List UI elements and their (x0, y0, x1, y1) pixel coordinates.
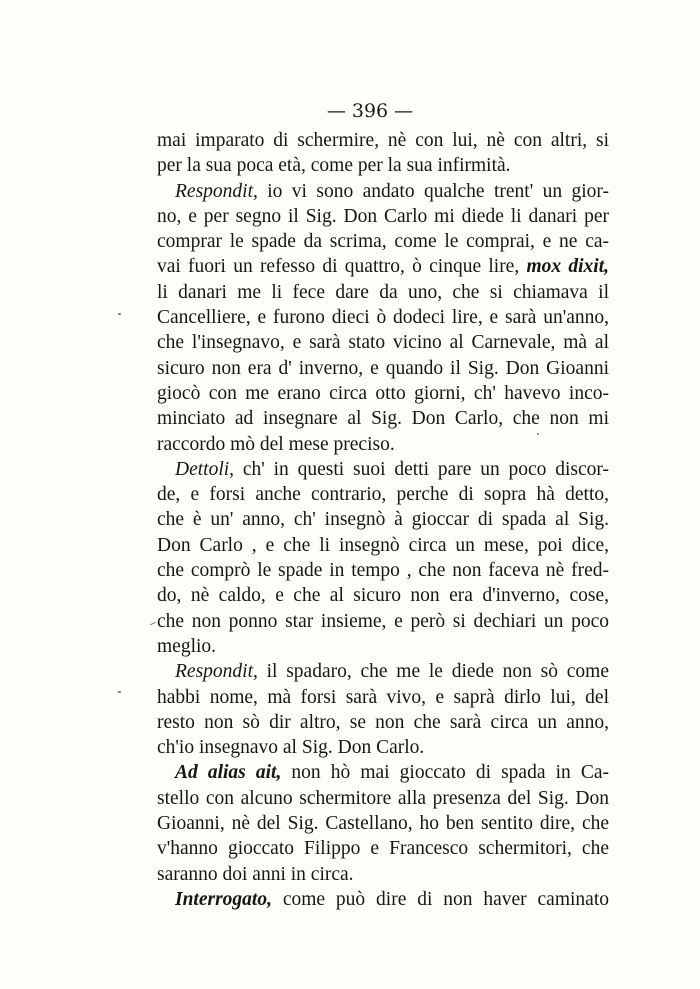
text-line (157, 710, 609, 735)
text-line (157, 685, 609, 710)
text-segment: per la sua poca età, come per la sua infirmità. (157, 155, 511, 177)
print-speck (150, 622, 156, 625)
text-segment: minciato ad insegnare al Sig. Don Carlo, che non mi (157, 408, 609, 430)
text-line (157, 836, 609, 861)
page-number: — 396 — (326, 100, 414, 122)
text-segment: raccordo mò del mese preciso. (157, 433, 395, 455)
text-line (157, 609, 609, 634)
text-line (157, 406, 609, 431)
text-line (157, 254, 609, 279)
text-line (157, 330, 609, 355)
text-segment: Gioanni, nè del Sig. Castellano, ho ben sentito dire, che (157, 813, 609, 835)
text-line (157, 482, 609, 507)
text-segment: v'hanno gioccato Filippo e Francesco schermitori, che (157, 838, 609, 860)
text-segment: che comprò le spade in tempo , che non faceva nè fred- (157, 560, 609, 582)
text-segment: stello con alcuno schermitore alla presenza del Sig. Don (157, 787, 609, 809)
text-segment: habbi nome, mà forsi sarà vivo, e saprà dirlo lui, del (157, 686, 609, 708)
text-line (157, 153, 609, 178)
text-line (157, 583, 609, 608)
text-segment: Don Carlo , e che li insegnò circa un mese, poi dice, (157, 534, 609, 556)
text-segment: li danari me li fece dare da uno, che si chiamava il (157, 281, 609, 303)
emphasized-text: Ad alias ait, (175, 762, 282, 784)
text-segment: resto non sò dir altro, se non che sarà circa un anno, (157, 711, 609, 733)
text-line (157, 786, 609, 811)
text-line (157, 305, 609, 330)
text-segment: no, e per segno il Sig. Don Carlo mi diede li danari per (157, 205, 609, 227)
text-segment: non hò mai gioccato di spada in Ca- (281, 762, 609, 784)
text-line (157, 634, 609, 659)
text-line (157, 862, 609, 887)
emphasized-text: Interrogato, (175, 888, 272, 910)
text-line (157, 760, 609, 785)
text-line (157, 457, 609, 482)
text-segment: do, nè caldo, e che al sicuro non era d'inverno, cose, (157, 585, 609, 607)
emphasized-text: mox dixit, (526, 256, 610, 278)
text-line (157, 558, 609, 583)
text-segment: come può dire di non haver caminato (271, 888, 609, 910)
text-segment: che l'insegnavo, e sarà stato vicino al Carnevale, mà al (157, 332, 609, 354)
print-speck (537, 433, 539, 435)
text-segment: che è un' anno, ch' insegnò à gioccar di spada al Sig. (157, 509, 609, 531)
text-line (157, 533, 609, 558)
text-segment: il spadaro, che me le diede non sò come (257, 661, 609, 683)
text-segment: Cancelliere, e furono dieci ò dodeci lire, e sarà un'anno, (157, 307, 609, 329)
text-segment: vai fuori un refesso di quattro, ò cinque lire, (157, 256, 527, 278)
text-line (157, 381, 609, 406)
text-segment: ch'io insegnavo al Sig. Don Carlo. (157, 737, 425, 759)
text-segment: mai imparato di schermire, nè con lui, nè con altri, si (157, 130, 609, 151)
text-line (157, 229, 609, 254)
text-line (157, 735, 609, 760)
text-segment: io vi sono andato qualche trent' un gior- (257, 180, 609, 202)
text-line (157, 811, 609, 836)
text-segment: giocò con me erano circa otto giorni, ch' havevo inco- (157, 382, 609, 404)
text-line (157, 659, 609, 684)
print-speck (118, 691, 121, 693)
text-line (157, 356, 609, 381)
text-segment: saranno doi anni in circa. (157, 863, 354, 885)
body-text (157, 128, 609, 912)
text-line (157, 128, 609, 153)
emphasized-text: Dettoli, (175, 458, 235, 480)
text-line (157, 507, 609, 532)
text-segment: comprar le spade da scrima, come le comprai, e ne ca- (157, 231, 609, 253)
emphasized-text: Respondit, (175, 180, 258, 202)
text-line (157, 887, 609, 912)
text-line (157, 179, 609, 204)
text-segment: ch' in questi suoi detti pare un poco discor- (234, 458, 609, 480)
text-line (157, 432, 609, 457)
text-segment: de, e forsi anche contrario, perche di sopra hà detto, (157, 484, 609, 506)
emphasized-text: Respondit, (175, 661, 258, 683)
text-line (157, 280, 609, 305)
text-line (157, 204, 609, 229)
text-segment: che non ponno star insieme, e però si dechiari un poco (157, 610, 609, 632)
print-speck (118, 313, 121, 315)
text-segment: meglio. (157, 635, 217, 657)
text-segment: sicuro non era d' inverno, e quando il Sig. Don Gioanni (157, 357, 609, 379)
